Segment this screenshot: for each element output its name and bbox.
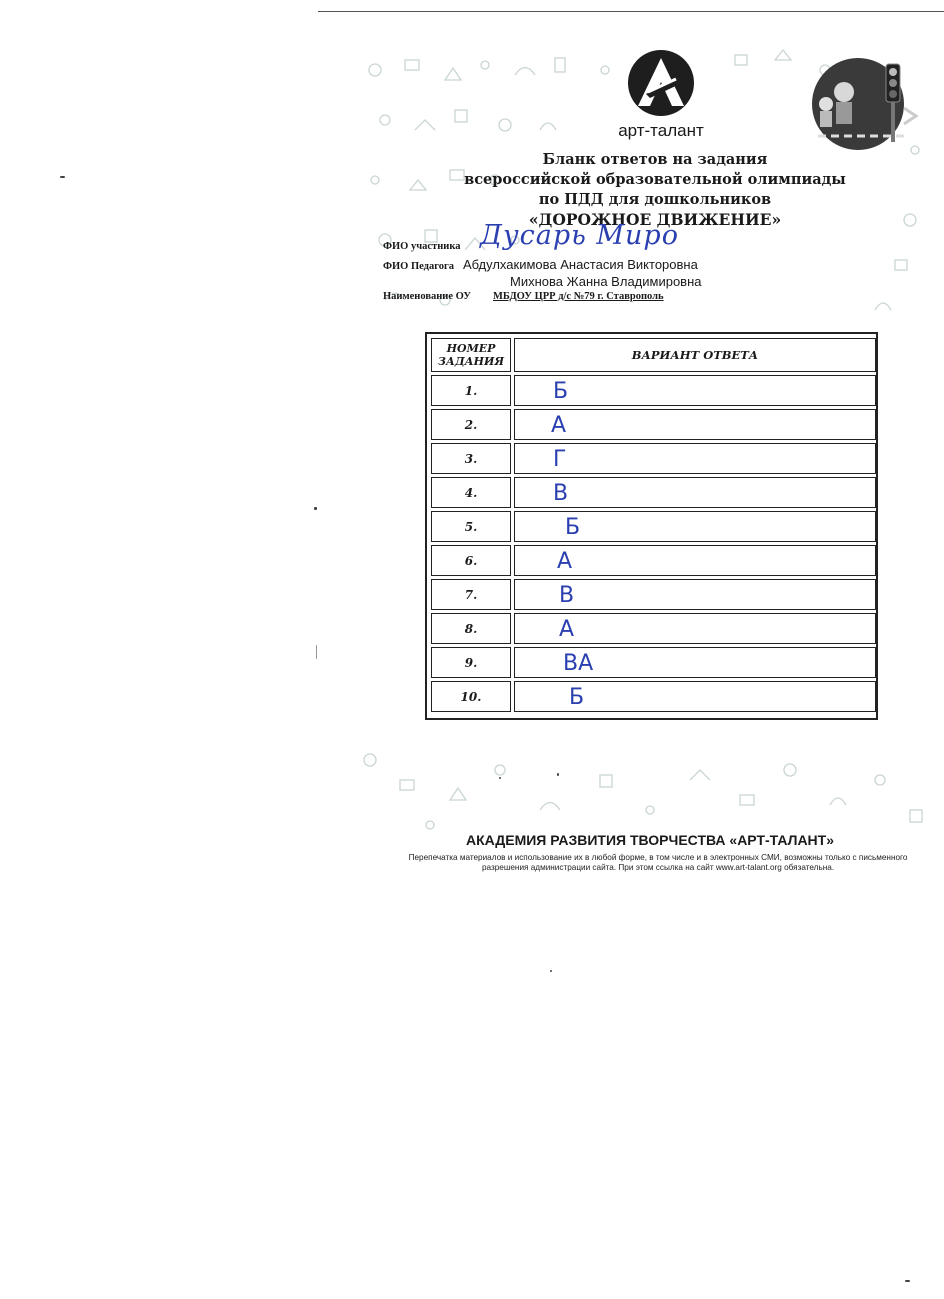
footer-note-line: Перепечатка материалов и использование их в любой форме, в том числе и в электронных СМИ, возможны только с письменного: [408, 853, 908, 862]
handwritten-answer: Б: [553, 379, 569, 404]
scan-top-edge-line: [318, 11, 944, 12]
answer-cell: [514, 409, 876, 440]
footer-copyright-note: [372, 853, 944, 873]
task-number: 3.: [464, 452, 478, 466]
participant-label: ФИО участника: [383, 241, 461, 252]
answer-cell: [514, 545, 876, 576]
task-number-cell: [431, 409, 511, 440]
answer-cell: [514, 579, 876, 610]
organization-value: МБДОУ ЦРР д/с №79 г. Ставрополь: [493, 291, 664, 302]
footer-note-line: разрешения администрации сайта. При этом ссылка на сайт www.art-talant.org обязательна.: [481, 863, 835, 872]
handwritten-answer: В: [553, 481, 569, 506]
scan-speck: [550, 970, 552, 972]
task-number: 7.: [464, 588, 478, 602]
handwritten-answer: А: [557, 549, 573, 574]
answer-cell: [514, 477, 876, 508]
scan-speck: [905, 1280, 910, 1282]
form-title-line: Бланк ответов на задания: [542, 151, 768, 168]
form-title: [450, 150, 860, 230]
task-number-cell: [431, 477, 511, 508]
task-number-cell: [431, 647, 511, 678]
task-number-cell: [431, 511, 511, 542]
task-number-cell: [431, 443, 511, 474]
form-title-line: всероссийской образовательной олимпиады: [464, 171, 846, 188]
form-title-line: по ПДД для дошкольников: [538, 191, 772, 208]
column-header-answer: ВАРИАНТ ОТВЕТА: [514, 338, 876, 372]
answer-table: [425, 332, 878, 720]
answer-cell: [514, 443, 876, 474]
scan-speck: [314, 507, 317, 510]
handwritten-answer: Г: [553, 447, 567, 472]
footer-title: АКАДЕМИЯ РАЗВИТИЯ ТВОРЧЕСТВА «АРТ-ТАЛАНТ»: [465, 832, 835, 848]
task-number-cell: [431, 579, 511, 610]
answer-cell: [514, 681, 876, 712]
answer-cell: [514, 511, 876, 542]
handwritten-answer: Б: [569, 685, 585, 710]
handwritten-answer: ВА: [563, 651, 594, 676]
traffic-light-kids-illustration: [808, 56, 920, 152]
handwritten-answer: А: [551, 413, 567, 438]
handwritten-answer: В: [559, 583, 575, 608]
handwritten-answer: Б: [565, 515, 581, 540]
column-header-task-number-line1: НОМЕР: [446, 342, 496, 355]
task-number: 1.: [464, 384, 478, 398]
task-number: 8.: [464, 622, 478, 636]
background-doodle-pattern-bottom: [350, 740, 940, 840]
teacher-label: ФИО Педагога: [383, 261, 455, 272]
art-talant-logo-icon: [626, 48, 696, 118]
task-number-cell: [431, 375, 511, 406]
teacher-name-2: Михнова Жанна Владимировна: [510, 274, 702, 289]
task-number-cell: [431, 613, 511, 644]
scan-speck: [316, 645, 317, 659]
organization-label: Наименование ОУ: [383, 291, 471, 302]
answer-cell: [514, 375, 876, 406]
task-number: 9.: [464, 656, 478, 670]
task-number: 10.: [460, 690, 482, 704]
task-number: 6.: [464, 554, 478, 568]
scan-speck: [557, 773, 559, 776]
task-number: 4.: [464, 486, 478, 500]
task-number: 5.: [464, 520, 478, 534]
task-number-cell: [431, 681, 511, 712]
task-number-cell: [431, 545, 511, 576]
scan-speck: [60, 176, 65, 178]
handwritten-answer: А: [559, 617, 575, 642]
form-title-line: «ДОРОЖНОЕ ДВИЖЕНИЕ»: [528, 210, 782, 229]
answer-cell: [514, 647, 876, 678]
participant-name-handwritten: Дусарь Миро: [480, 220, 679, 251]
column-header-task-number: [431, 338, 511, 372]
column-header-task-number-line2: ЗАДАНИЯ: [437, 355, 505, 368]
task-number: 2.: [464, 418, 478, 432]
brand-name: арт-талант: [618, 121, 704, 140]
answer-cell: [514, 613, 876, 644]
teacher-name-1: Абдулхакимова Анастасия Викторовна: [463, 257, 698, 272]
scan-speck: [499, 777, 501, 779]
